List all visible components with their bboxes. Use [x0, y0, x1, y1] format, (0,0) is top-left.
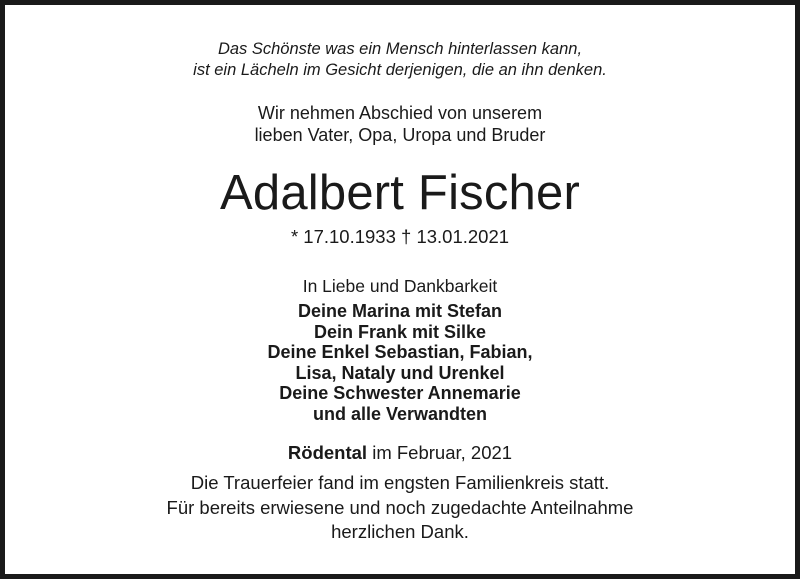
love-gratitude-line: In Liebe und Dankbarkeit [302, 276, 498, 296]
life-dates: * 17.10.1933 † 13.01.2021 [290, 226, 510, 247]
quote-line: ist ein Lächeln im Gesicht derjenigen, die an ihn denken. [193, 60, 607, 79]
farewell-intro [10, 102, 790, 146]
intro-line: lieben Vater, Opa, Uropa und Bruder [254, 125, 546, 145]
quote-line: Das Schönste was ein Mensch hinterlassen kann, [217, 40, 583, 58]
mourner-line: Deine Schwester Annemarie [279, 383, 521, 404]
place-town: Rödental [287, 442, 368, 463]
intro-line: Wir nehmen Abschied von unserem [257, 103, 543, 123]
closing-line: Für bereits erwiesene und noch zugedachte Anteilnahme [166, 496, 634, 518]
closing-note [10, 471, 790, 545]
place-date [10, 441, 790, 465]
mourners-list [10, 301, 790, 425]
mourner-line: Deine Marina mit Stefan [297, 301, 503, 321]
mourner-line: Deine Enkel Sebastian, Fabian, [267, 342, 533, 363]
deceased-name: Adalbert Fischer [220, 166, 580, 220]
mourner-line: Dein Frank mit Silke [313, 321, 487, 342]
memorial-quote [10, 39, 790, 80]
mourner-line: Lisa, Nataly und Urenkel [295, 362, 505, 383]
closing-line: Die Trauerfeier fand im engsten Familienkreis statt. [190, 472, 610, 493]
closing-line: herzlichen Dank. [331, 521, 469, 542]
place-date-text: im Februar, 2021 [367, 442, 513, 463]
mourner-line: und alle Verwandten [312, 403, 488, 424]
